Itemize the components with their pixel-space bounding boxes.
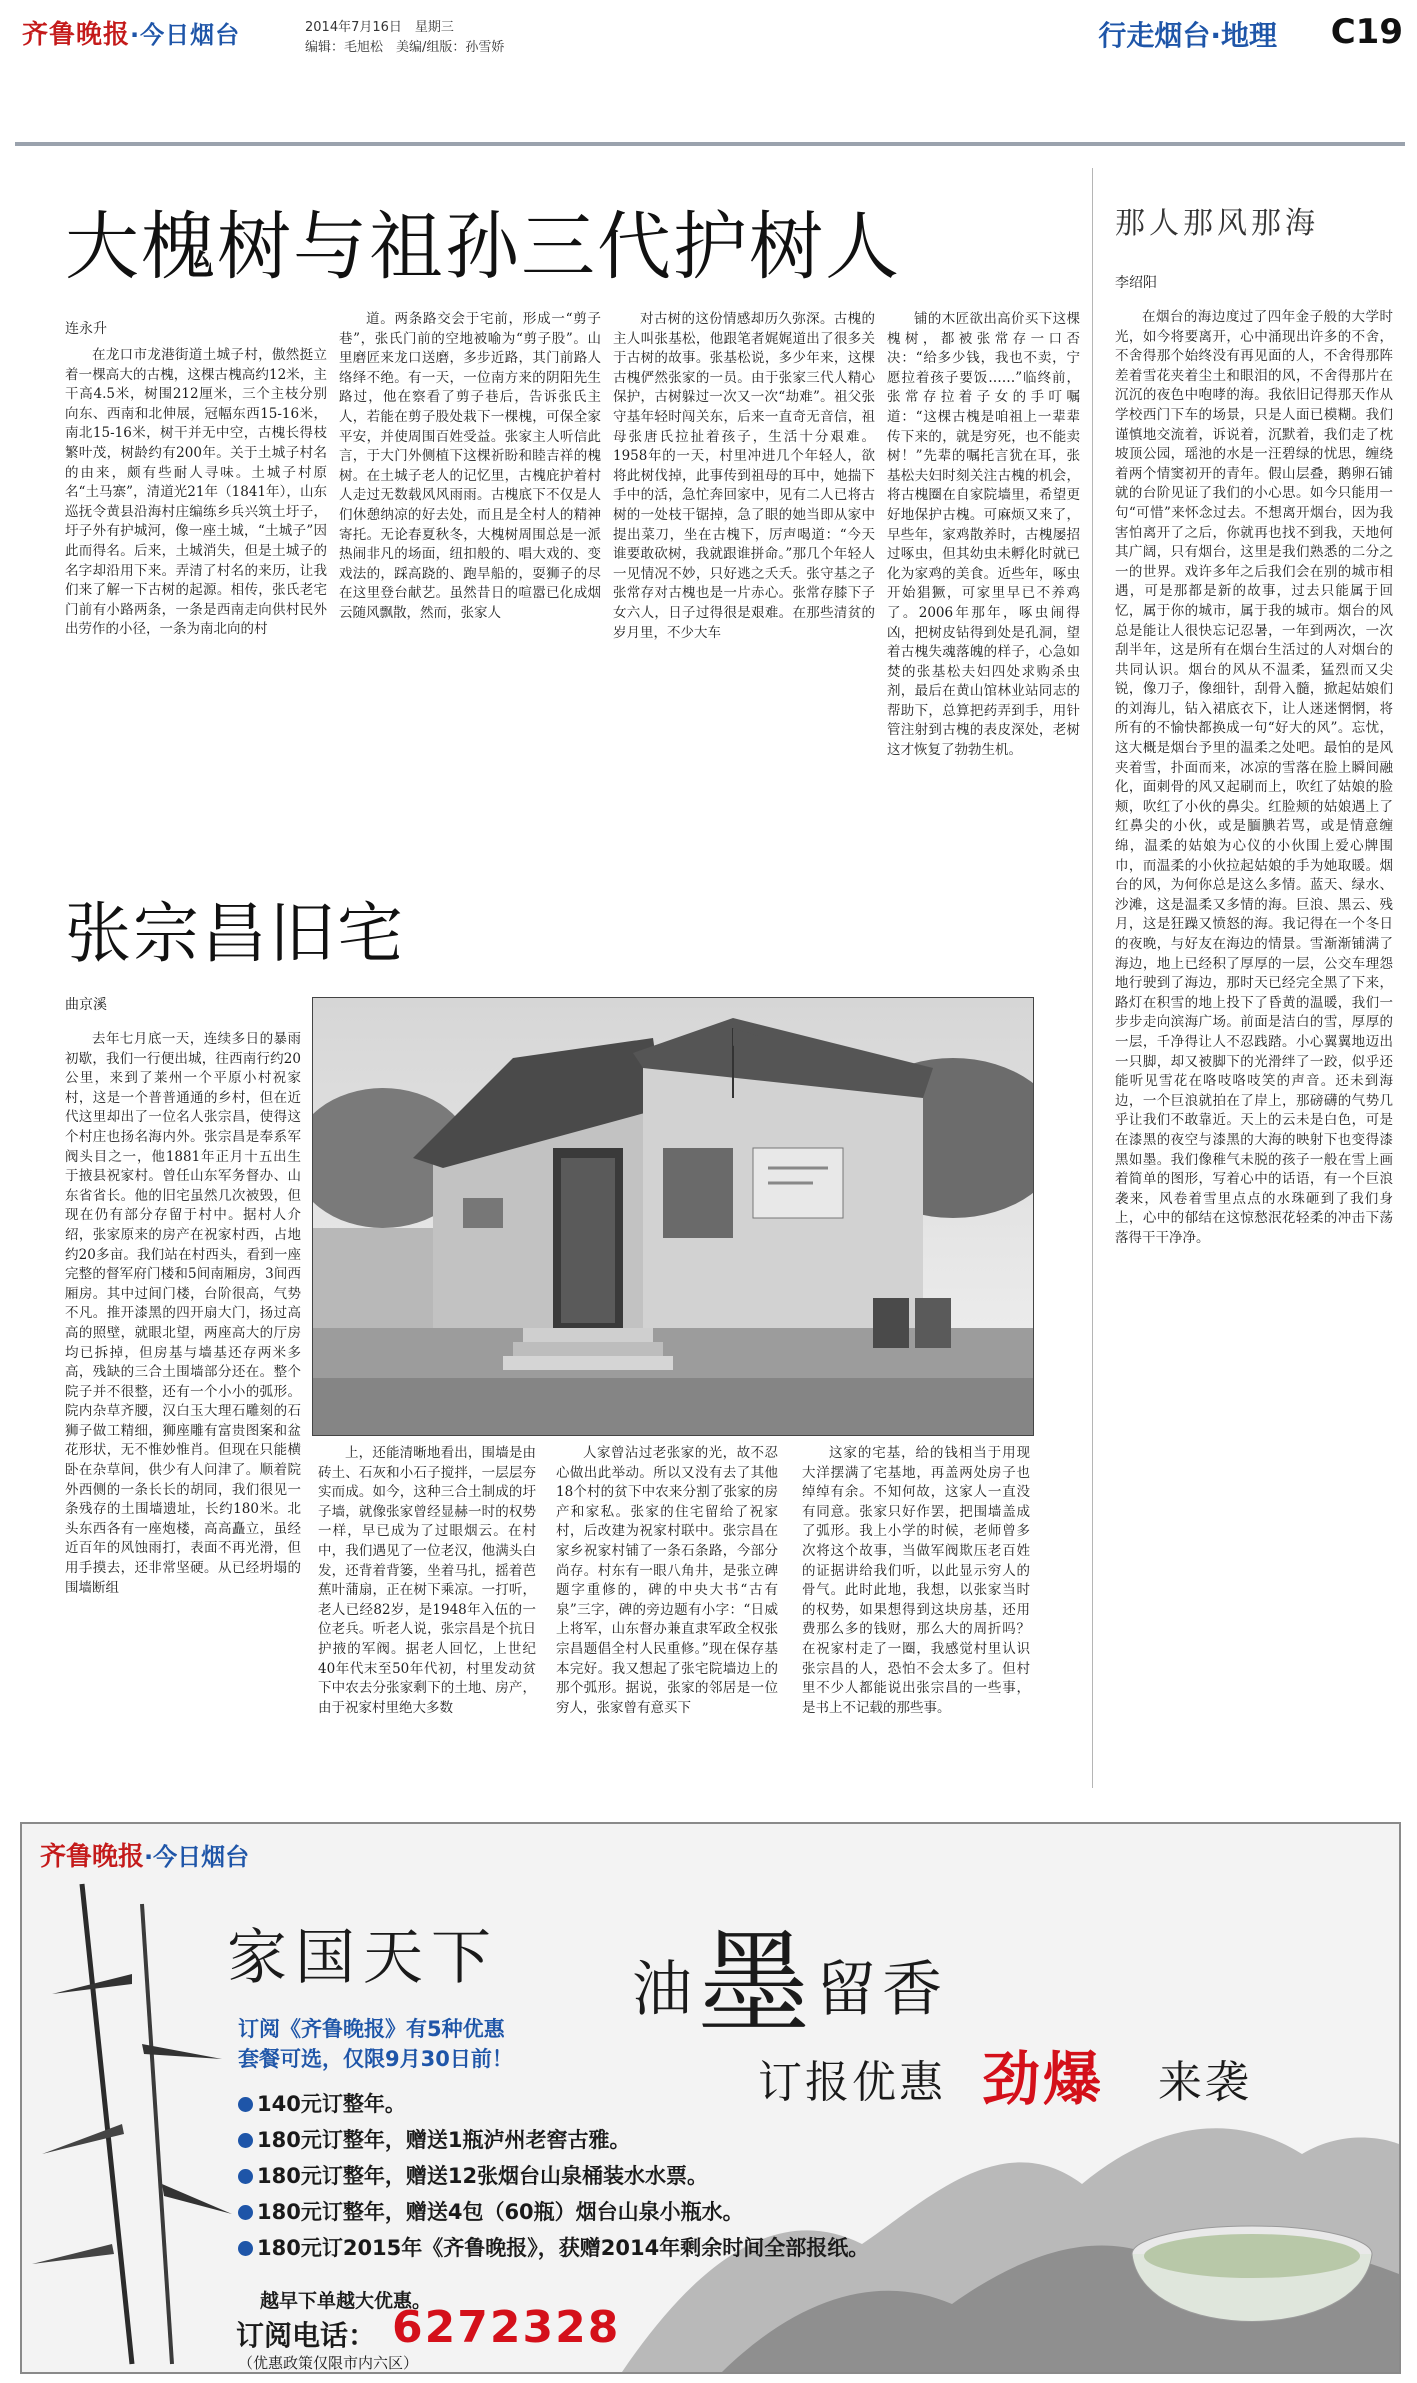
ad-note: 越早下单越大优惠。 (260, 2290, 432, 2312)
masthead-logo: 齐鲁晚报·今日烟台 (22, 20, 241, 50)
ad-package-item: 180元订2015年《齐鲁晚报》，获赠2014年剩余时间全部报纸。 (238, 2230, 869, 2266)
ad-offer-line2: 套餐可选，仅限9月30日前！ (238, 2047, 513, 2071)
article3-byline: 李绍阳 (1115, 275, 1157, 291)
ad-slogan-3: 来袭 (1158, 2057, 1252, 2108)
ad-headline-ink-char: 墨 (698, 1919, 816, 2049)
article2-col-4: 这家的宅基，给的钱相当于用现大洋摆满了宅基地，再盖两处房子也绰绰有余。不知何故，这家人一直没有同意。张家只好作罢，把围墙盖成了弧形。我上小学的时候，老师曾多次将这个故事，当做军阀欺压老百姓的证据讲给我们听，以此显示穷人的骨气。此时此地，我想，以张家当时的权势，如果想得到这块房基，还用费那么多的钱财，那么大的周折吗？在祝家村走了一圈，我感觉村里认识张宗昌的人，恐怕不会太多了。但村里不少人都能说出张宗昌的一些事，是书上不记载的那些事。 (802, 1445, 1030, 1716)
ad-package-item: 180元订整年，赠送1瓶泸州老窖古雅。 (238, 2122, 869, 2158)
issue-editors: 编辑：毛旭松 美编/组版：孙雪娇 (305, 40, 505, 55)
ad-fine-print: （优惠政策仅限市内六区） (238, 2354, 419, 2372)
ad-headline-left: 家国天下 (227, 1923, 499, 1993)
article1-col-4: 铺的木匠欲出高价买下这棵槐树，都被张常存一口否决：“给多少钱，我也不卖，宁愿拉着孩子要饭……”临终前，张常存拉着子女的手叮嘱道：“这棵古槐是咱祖上一辈辈传下来的，就是穷死，也不能卖树！”先辈的嘱托言犹在耳，张基松夫妇时刻关注古槐的机会，将古槐圈在自家院墙里，希望更好地保护古槐。可麻烦又来了，早些年，家鸡散养时，古槐屡招过啄虫，但其幼虫未孵化时就已化为家鸡的美食。近些年，啄虫开始猖獗，可家里早已不养鸡了。2006年那年，啄虫闹得凶，把树皮钻得到处是孔洞，望着古槐失魂落魄的样子，心急如焚的张基松夫妇四处求购杀虫剂，最后在黄山馆林业站同志的帮助下，总算把药弄到手，用针管注射到古槐的表皮深处，老树这才恢复了勃勃生机。 (887, 311, 1080, 759)
article1-byline: 连永升 (65, 321, 107, 337)
zhang-residence-photo (312, 997, 1034, 1436)
article2-col-1: 去年七月底一天，连续多日的暴雨初歇，我们一行便出城，往西南行约20公里，来到了莱州一个平原小村祝家村，这是一个普普通通的乡村，但在近代这里却出了一位名人张宗昌，使得这个村庄也扬名海内外。张宗昌是奉系军阀头目之一，他1881年正月十五出生于掖县祝家村。曾任山东军务督办、山东省省长。他的旧宅虽然几次被毁，但现在仍有部分存留于村中。据村人介绍，张家原来的房产在祝家村西，占地约20多亩。我们站在村西头，看到一座完整的督军府门楼和5间南厢房，3间西厢房。其中过间门楼，台阶很高，气势不凡。推开漆黑的四开扇大门，扬过高高的照壁，就眼北望，两座高大的厅房均已拆掉，但房基与墙基还存两米多高，残缺的三合土围墙部分还在。整个院子并不很整，还有一个小小的弧形。院内杂草齐腰，汉白玉大理石雕刻的石狮子做工精细，狮座雕有富贵图案和盆花形状，无不惟妙惟肖。但现在只能横卧在杂草间，供少有人问津了。顺着院外西侧的一条长长的胡同，我们很见一条残存的土围墙遗址，长约180米。北头东西各有一座炮楼，高高矗立，虽经近百年的风蚀雨打，表面不再光滑，但用手摸去，还非常坚硬。从已经坍塌的围墙断组 (65, 1031, 301, 1596)
article2-byline: 曲京溪 (65, 997, 107, 1013)
bullet-icon (238, 2133, 253, 2148)
ad-package-item: 180元订整年，赠送12张烟台山泉桶装水水票。 (238, 2158, 869, 2194)
article1-title: 大槐树与祖孙三代护树人 (65, 204, 901, 290)
ad-headline-right: 油墨留香 (632, 1919, 948, 2049)
ad-slogan-1: 订报优惠 (758, 2057, 946, 2108)
bullet-icon (238, 2097, 253, 2112)
ad-slogan-2: 劲爆 (982, 2045, 1105, 2113)
article2-title: 张宗昌旧宅 (65, 895, 405, 972)
article3-body: 在烟台的海边度过了四年金子般的大学时光，如今将要离开，心中涌现出许多的不舍，不舍得那个始终没有再见面的人，不舍得那阵差着雪花夹着尘土和眼泪的风，不舍得那片在沉沉的夜色中咆哮的海。我依旧记得那天作从学校西门下车的场景，只是人面已模糊。我们谨慎地交流着，诉说着，沉默着，我们走了枕坡顶公园，瑶池的水是一汪碧绿的忧思，缠绕着两个情窦初开的青年。假山层叠，鹅卵石铺就的台阶见证了我们的小心思。如今只能用一句“可惜”来怀念过去。不想离开烟台，因为我害怕离开了之后，你就再也找不到我，天地何其广阔，只有烟台，这里是我们熟悉的二分之一的世界。戏许多年之后我们会在别的城市相遇，可是那都是新的故事，过去只能属于回忆，属于你的城市，属于我的城市。烟台的风总是能让人很快忘记忍暑，一年到两次，一次刮半年，这是所有在烟台生活过的人对烟台的共同认识。烟台的风从不温柔，猛烈而又尖锐，像刀子，像细针，刮骨入髓，掀起姑娘们的刘海儿，钻入裙底衣下，让人迷迷惘惘，将所有的不愉快都换成一句“好大的风”。忘忧，这大概是烟台予里的温柔之处吧。最怕的是风夹着雪，扑面而来，冰凉的雪落在脸上瞬间融化，面刺骨的风又起刷而上，吹红了姑娘的脸颊，吹红了小伙的鼻尖。红脸颊的姑娘遇上了红鼻尖的小伙，或是腼腆若骂，或是情意缠绵，温柔的姑娘为心仪的小伙围上爱心牌围巾，而温柔的小伙拉起姑娘的手为她取暖。烟台的风，为何你总是这么多情。蓝天、绿水、沙滩，这是温柔又多情的海。巨浪、黑云、残月，这是狂躁又愤怒的海。我记得在一个冬日的夜晚，与好友在海边的情景。雪渐渐铺满了海边，地上已经积了厚厚的一层，公交车理怨地行驶到了海边，那时天已经完全黑了下来，路灯在积雪的地上投下了昏黄的温暖，我们一步步走向滨海广场。前面是洁白的雪，厚厚的一层，千净得让人不忍践踏。小心翼翼地迈出一只脚，却又被脚下的光滑绊了一跤，似乎还能听见雪花在咯吱咯吱笑的声音。还未到海边，一个巨浪就拍在了岸上，那磅礴的气势几乎让我们不敢靠近。天上的云未是白色，可是在漆黑的夜空与漆黑的大海的映射下也变得漆黑如墨。我们像稚气未脱的孩子一般在雪上画着简单的图形，写着心中的话语，有一个巨浪袭来，风卷着雪里点点的水珠砸到了我们身上，心中的郁结在这惊愁泯花轻柔的冲击下荡落得干干净净。 (1115, 309, 1393, 1246)
ad-logo-sub: ·今日烟台 (144, 1843, 250, 1871)
column-divider (1092, 168, 1093, 1788)
article2-col-2: 上，还能清晰地看出，围墙是由砖土、石灰和小石子搅拌，一层层夯实而成。如今，这种三合土制成的圩子墙，就像张家曾经显赫一时的权势一样，早已成为了过眼烟云。在村中，我们遇见了一位老汉，他满头白发，还背着背篓，坐着马扎，摇着芭蕉叶蒲扇，正在树下乘凉。一打听，老人已经82岁，是1948年入伍的一位老兵。听老人说，张宗昌是个抗日护掖的军阀。据老人回忆，上世纪40年代末至50年代初，村里发动贫下中农去分张家剩下的土地、房产，由于祝家村里绝大多数 (318, 1445, 536, 1716)
ad-logo: 齐鲁晚报·今日烟台 (40, 1842, 250, 1872)
article1-col-2: 道。两条路交会于宅前，形成一“剪子巷”，张氏门前的空地被喻为“剪子股”。山里磨匠来龙口送磨，多步近路，其门前路人络绎不绝。有一天，一位南方来的阴阳先生路过，他在察看了剪子巷后，告诉张氏主人，若能在剪子股处栽下一棵槐，可保全家平安，并使周围百姓受益。张家主人听信此言，于大门外侧植下这棵祈盼和睦吉祥的槐树。在土城子老人的记忆里，古槐庇护着村人走过无数载风风雨雨。古槐底下不仅是人们休憩纳凉的好去处，而且是全村人的精神寄托。无论春夏秋冬，大槐树周围总是一派热闹非凡的场面，纽扣般的、唱大戏的、变戏法的，踩高跷的、跑旱船的，耍狮子的尽在这里登台献艺。虽然昔日的喧嚣已化成烟云随风飘散，然而，张家人 (339, 311, 601, 621)
ad-phone-label: 订阅电话： (236, 2319, 377, 2352)
bullet-icon (238, 2205, 253, 2220)
ad-package-item: 180元订整年，赠送4包（60瓶）烟台山泉小瓶水。 (238, 2194, 869, 2230)
article1-col-1: 在龙口市龙港街道土城子村，傲然挺立着一棵高大的古槐，这棵古槐高约12米，主干高4.5米，树围212厘米，三个主枝分别向东、西南和北伸展，冠幅东西15-16米，南北15-16米，树干并无中空，古槐长得枝繁叶茂，树龄约有200年。关于土城子村名的由来，颇有些耐人寻味。土城子村原名“土马寨”，清道光21年（1841年），山东巡抚令黄县沿海村庄编练乡兵兴筑土圩子，圩子外有护城河，像一座土城，“土城子”因此而得名。后来，土城消失，但是土城子的名字却沿用下来。弄清了村名的来历，让我们来了解一下古树的起源。相传，张氏老宅门前有小路两条，一条是西南走向供村民外出劳作的小径，一条为南北向的村 (65, 347, 327, 638)
ad-offer-line1: 订阅《齐鲁晚报》有5种优惠 (238, 2017, 505, 2041)
ad-offer (238, 2014, 513, 2074)
ad-package-list (238, 2086, 869, 2266)
article2-col-3: 人家曾沾过老张家的光，故不忍心做出此举动。所以又没有去了其他18个村的贫下中农来分割了张家的房产和家私。张家的住宅留给了祝家村，后改建为祝家村联中。张宗昌在家乡祝家村铺了一条石条路，今部分尚存。村东有一眼八角井，是张立碑题字重修的，碑的中央大书“古有泉”三字，碑的旁边题有小字：“日威上将军，山东督办兼直隶军政全权张宗昌题倡全村人民重修。”现在保存基本完好。我又想起了张宅院墙边上的那个弧形。据说，张家的邻居是一位穷人，张家曾有意买下 (556, 1445, 778, 1716)
issue-meta (305, 18, 504, 58)
ad-package-item: 140元订整年。 (238, 2086, 869, 2122)
subscription-ad (20, 1822, 1401, 2374)
section-title: 行走烟台·地理 (1098, 19, 1277, 52)
article1-col-3: 对古树的这份情感却历久弥深。古槐的主人叫张基松，他跟笔者娓娓道出了很多关于古树的故事。张基松说，多少年来，这棵古槐俨然张家的一员。由于张家三代人精心保护，古树躲过一次又一次“劫难”。祖父张守基年轻时闯关东，后来一直奇无音信，祖母张唐氏拉扯着孩子，生活十分艰难。1958年的一天，村里冲进几个年轻人，欲将此树伐掉，此事传到祖母的耳中，她揣下手中的活，急忙奔回家中，见有二人已将古树的一处枝干锯掉，急了眼的她当即从家中提出菜刀，坐在古槐下，厉声喝道：“今天谁要敢砍树，我就跟谁拼命。”那几个年轻人一见情况不妙，只好逃之夭夭。张守基之子张常存对古槐也是一片赤心。张常存膝下子女六人，日子过得很是艰难。在那些清贫的岁月里，不少大车 (613, 311, 875, 641)
photo-illustration (313, 998, 1033, 1435)
ad-phone-number: 6272328 (392, 2302, 621, 2353)
bullet-icon (238, 2169, 253, 2184)
article3-title: 那人那风那海 (1115, 206, 1319, 241)
page-number: C19 (1330, 12, 1403, 52)
issue-date: 2014年7月16日 星期三 (305, 20, 454, 35)
masthead-sub: ·今日烟台 (130, 21, 241, 49)
bullet-icon (238, 2241, 253, 2256)
header-divider (15, 142, 1405, 146)
